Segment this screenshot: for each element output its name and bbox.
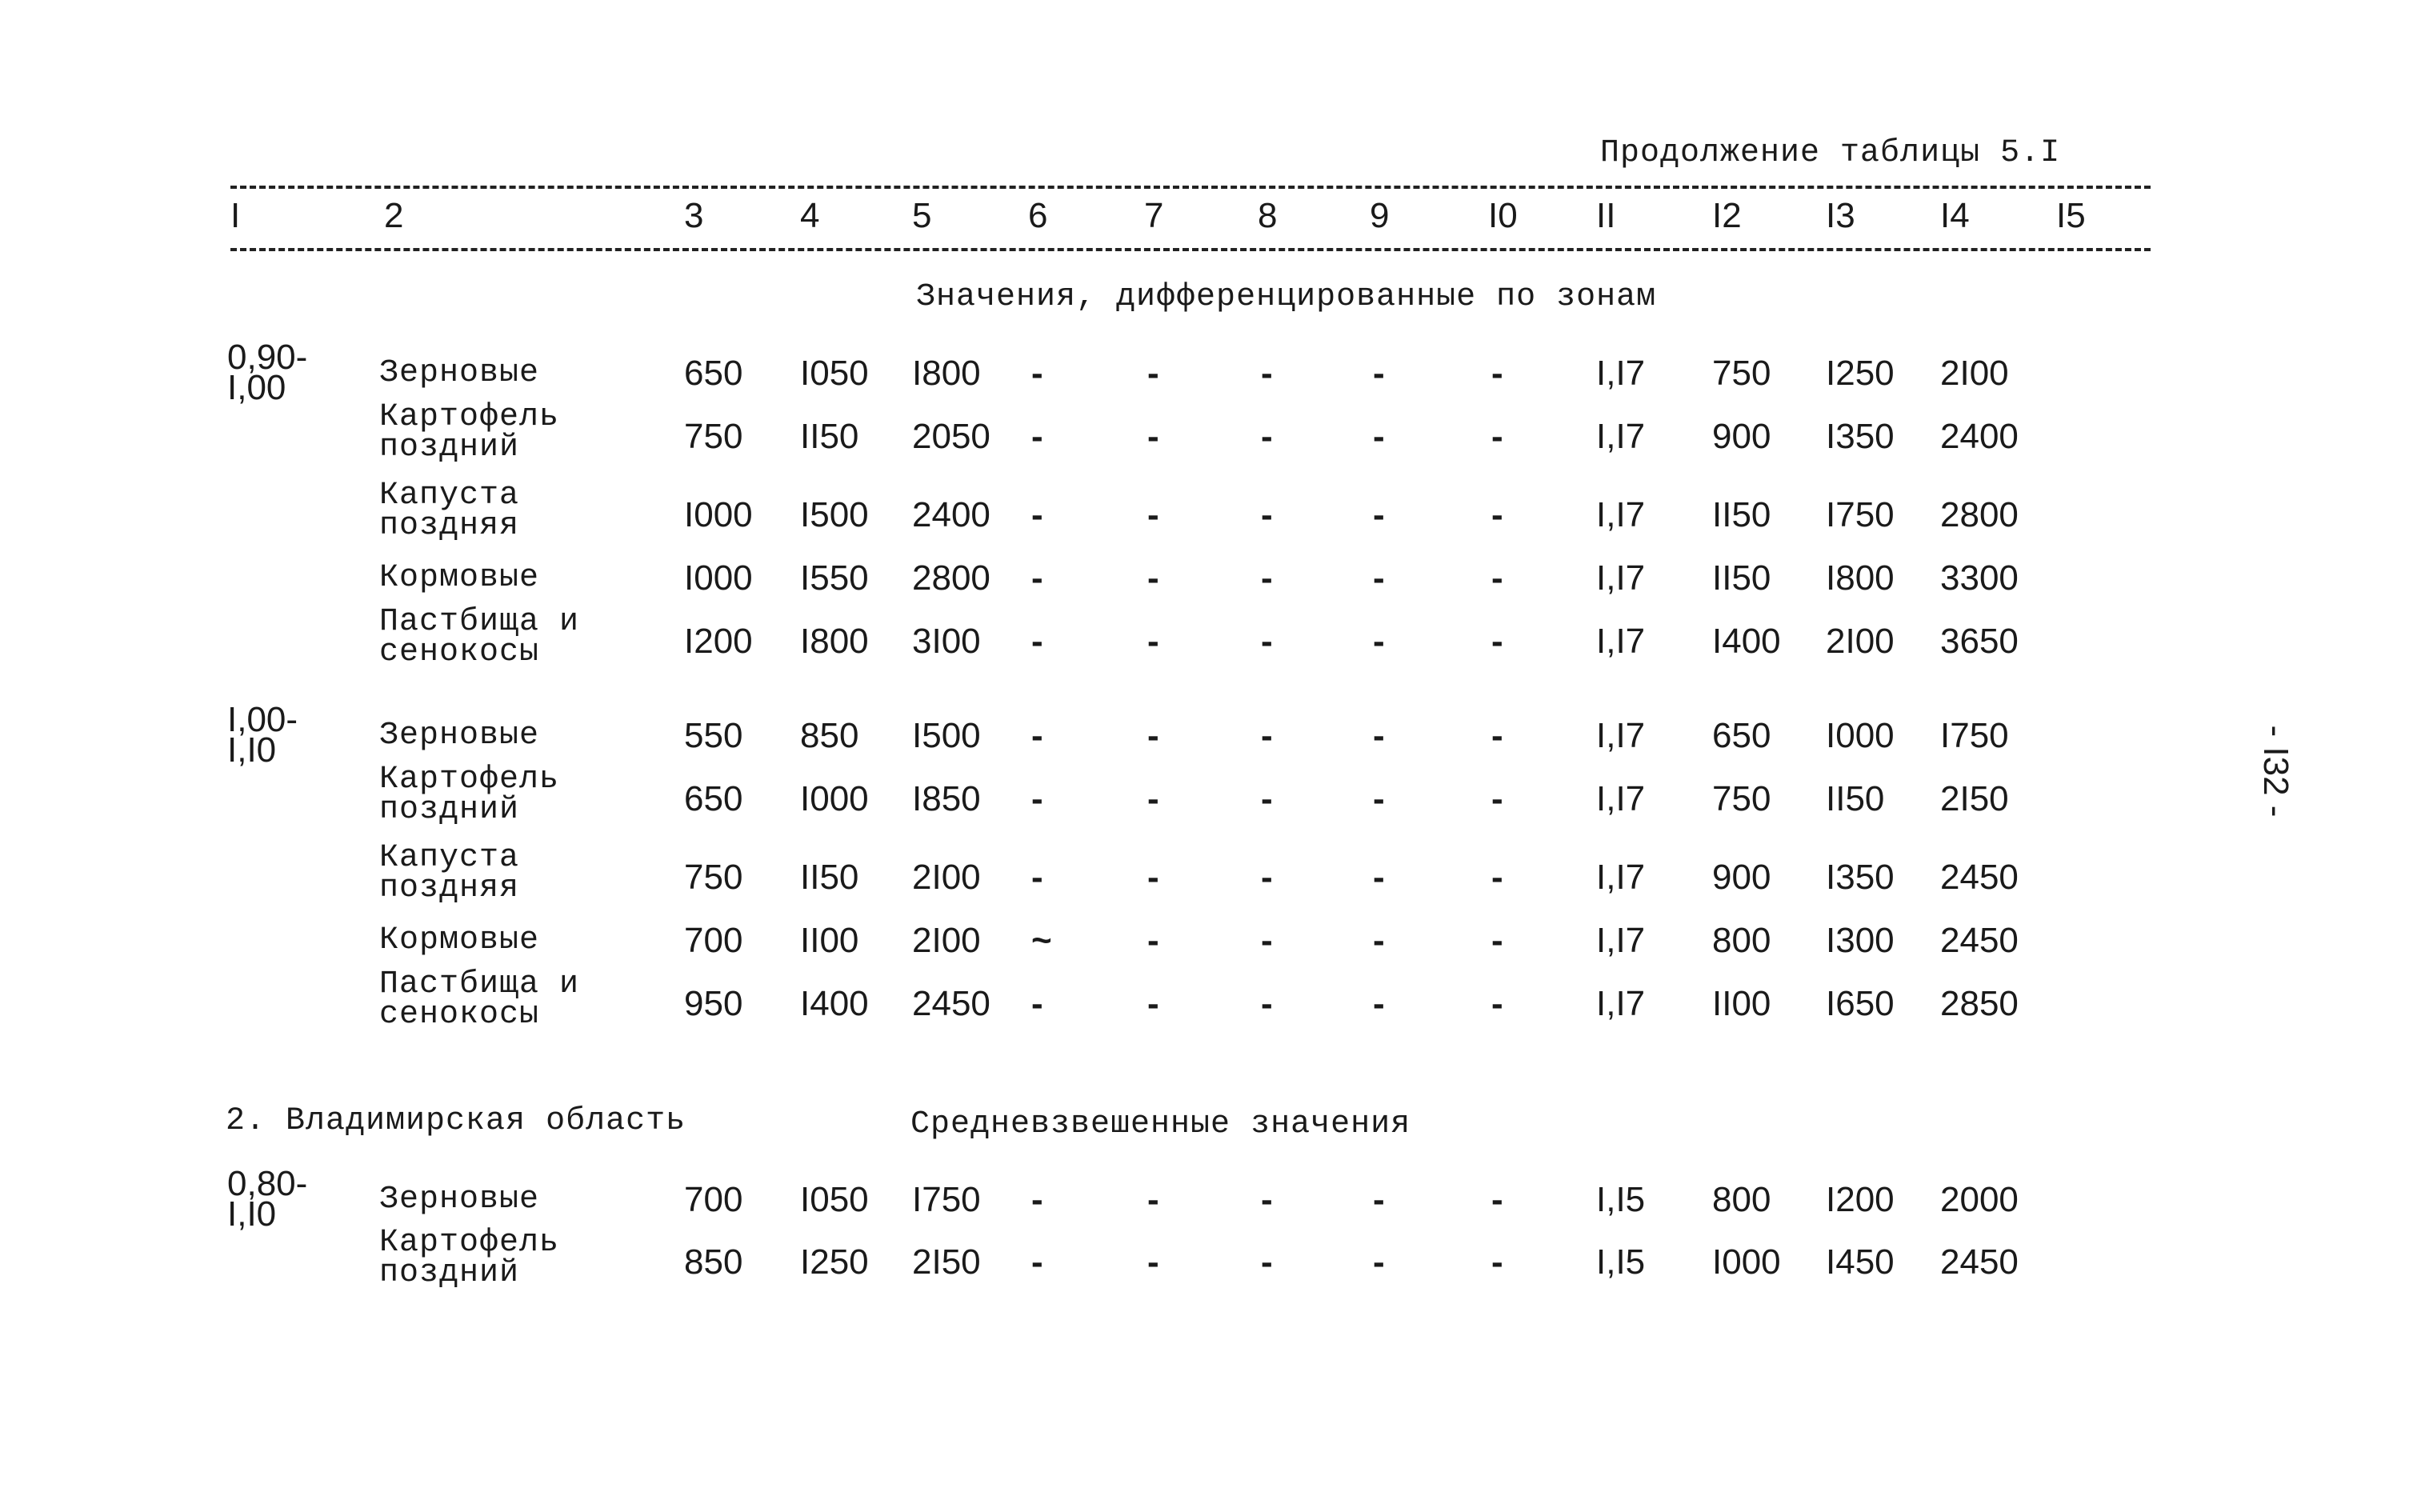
page-number: - I32 - <box>2256 725 2295 818</box>
cell-c10: - <box>1491 1180 1503 1219</box>
cell-c8: - <box>1261 921 1273 960</box>
cell-c8: - <box>1261 716 1273 755</box>
cell-c8: - <box>1261 417 1273 456</box>
cell-c10: - <box>1491 984 1503 1023</box>
cell-c7: - <box>1147 495 1159 534</box>
section2-subheading: Средневзвешенные значения <box>910 1106 1411 1142</box>
crop-name: Кормовые <box>379 560 540 596</box>
cell-c7: - <box>1147 984 1159 1023</box>
cell-c12: 650 <box>1712 716 1771 755</box>
cell-c4: I000 <box>800 779 869 818</box>
cell-c3: I000 <box>684 495 753 534</box>
cell-c7: - <box>1147 354 1159 393</box>
column-header-7: 7 <box>1144 196 1164 235</box>
range-end: I,I0 <box>227 1194 277 1234</box>
crop-name: Зерновые <box>379 718 540 754</box>
cell-c12: 900 <box>1712 417 1771 456</box>
cell-c6: - <box>1031 984 1043 1023</box>
column-header-8: 8 <box>1258 196 1278 235</box>
cell-c3: 850 <box>684 1242 743 1282</box>
header-rule-top <box>230 186 2151 189</box>
cell-c8: - <box>1261 984 1273 1023</box>
crop-name: поздний <box>379 1255 520 1291</box>
crop-name: сенокосы <box>379 997 540 1033</box>
cell-c7: - <box>1147 921 1159 960</box>
column-header-1: I <box>230 196 241 235</box>
cell-c12: 750 <box>1712 354 1771 393</box>
crop-name: Капуста <box>379 840 520 876</box>
cell-c8: - <box>1261 495 1273 534</box>
cell-c14: 2850 <box>1940 984 2019 1023</box>
cell-c5: 2400 <box>912 495 990 534</box>
cell-c14: 2400 <box>1940 417 2019 456</box>
cell-c12: I000 <box>1712 1242 1781 1282</box>
range-start: 0,90- <box>227 338 308 377</box>
cell-c10: - <box>1491 1242 1503 1282</box>
crop-name: Зерновые <box>379 355 540 391</box>
cell-c13: I200 <box>1826 1180 1895 1219</box>
crop-name: поздняя <box>379 870 520 906</box>
cell-c9: - <box>1373 716 1385 755</box>
cell-c4: I400 <box>800 984 869 1023</box>
cell-c4: 850 <box>800 716 859 755</box>
cell-c6: - <box>1031 1242 1043 1282</box>
cell-c4: I800 <box>800 622 869 661</box>
cell-c11: I,I7 <box>1596 354 1646 393</box>
cell-c6: - <box>1031 622 1043 661</box>
cell-c8: - <box>1261 858 1273 897</box>
crop-name: Пастбища и <box>379 966 580 1002</box>
cell-c5: 2I50 <box>912 1242 981 1282</box>
cell-c4: II50 <box>800 417 859 456</box>
cell-c5: 2050 <box>912 417 990 456</box>
cell-c11: I,I5 <box>1596 1180 1646 1219</box>
cell-c4: II00 <box>800 921 859 960</box>
cell-c4: I050 <box>800 354 869 393</box>
column-header-6: 6 <box>1028 196 1048 235</box>
cell-c7: - <box>1147 1180 1159 1219</box>
cell-c9: - <box>1373 1180 1385 1219</box>
cell-c7: - <box>1147 858 1159 897</box>
cell-c3: 700 <box>684 921 743 960</box>
cell-c14: 2I50 <box>1940 779 2009 818</box>
continuation-title: Продолжение таблицы 5.I <box>1600 135 2061 171</box>
cell-c5: I500 <box>912 716 981 755</box>
cell-c10: - <box>1491 495 1503 534</box>
cell-c12: 750 <box>1712 779 1771 818</box>
cell-c8: - <box>1261 1180 1273 1219</box>
cell-c12: 800 <box>1712 1180 1771 1219</box>
cell-c6: - <box>1031 354 1043 393</box>
column-header-12: I2 <box>1712 196 1742 235</box>
cell-c13: I750 <box>1826 495 1895 534</box>
crop-name: Зерновые <box>379 1182 540 1218</box>
section1-subheading: Значения, дифференцированные по зонам <box>916 279 1657 315</box>
cell-c14: 2450 <box>1940 921 2019 960</box>
column-header-4: 4 <box>800 196 820 235</box>
cell-c14: 2000 <box>1940 1180 2019 1219</box>
cell-c6: - <box>1031 558 1043 598</box>
cell-c13: I000 <box>1826 716 1895 755</box>
cell-c5: I800 <box>912 354 981 393</box>
cell-c10: - <box>1491 417 1503 456</box>
column-header-13: I3 <box>1826 196 1855 235</box>
cell-c9: - <box>1373 622 1385 661</box>
crop-name: Капуста <box>379 478 520 514</box>
cell-c11: I,I5 <box>1596 1242 1646 1282</box>
cell-c10: - <box>1491 354 1503 393</box>
cell-c5: I850 <box>912 779 981 818</box>
cell-c10: - <box>1491 558 1503 598</box>
cell-c9: - <box>1373 417 1385 456</box>
cell-c14: 3300 <box>1940 558 2019 598</box>
crop-name: сенокосы <box>379 634 540 670</box>
cell-c4: I250 <box>800 1242 869 1282</box>
cell-c4: I550 <box>800 558 869 598</box>
cell-c5: 3I00 <box>912 622 981 661</box>
cell-c6: - <box>1031 779 1043 818</box>
column-header-5: 5 <box>912 196 932 235</box>
cell-c11: I,I7 <box>1596 716 1646 755</box>
cell-c6: - <box>1031 716 1043 755</box>
cell-c12: I400 <box>1712 622 1781 661</box>
column-header-14: I4 <box>1940 196 1970 235</box>
cell-c5: I750 <box>912 1180 981 1219</box>
range-start: 0,80- <box>227 1164 308 1203</box>
cell-c13: I350 <box>1826 858 1895 897</box>
cell-c10: - <box>1491 779 1503 818</box>
cell-c9: - <box>1373 779 1385 818</box>
cell-c6: - <box>1031 1180 1043 1219</box>
cell-c11: I,I7 <box>1596 984 1646 1023</box>
cell-c9: - <box>1373 558 1385 598</box>
cell-c7: - <box>1147 622 1159 661</box>
crop-name: Картофель <box>379 1225 560 1261</box>
range-start: I,00- <box>227 700 298 739</box>
cell-c8: - <box>1261 354 1273 393</box>
cell-c9: - <box>1373 984 1385 1023</box>
cell-c3: 950 <box>684 984 743 1023</box>
cell-c13: I450 <box>1826 1242 1895 1282</box>
cell-c14: 2800 <box>1940 495 2019 534</box>
cell-c14: 2450 <box>1940 858 2019 897</box>
cell-c7: - <box>1147 716 1159 755</box>
cell-c10: - <box>1491 622 1503 661</box>
cell-c4: I050 <box>800 1180 869 1219</box>
cell-c13: I300 <box>1826 921 1895 960</box>
range-end: I,I0 <box>227 730 277 770</box>
header-rule-bottom <box>230 248 2151 251</box>
cell-c11: I,I7 <box>1596 622 1646 661</box>
column-header-3: 3 <box>684 196 704 235</box>
cell-c12: 800 <box>1712 921 1771 960</box>
cell-c13: I350 <box>1826 417 1895 456</box>
cell-c3: 750 <box>684 858 743 897</box>
column-header-11: II <box>1596 196 1616 235</box>
cell-c13: I250 <box>1826 354 1895 393</box>
cell-c6: - <box>1031 417 1043 456</box>
cell-c11: I,I7 <box>1596 495 1646 534</box>
cell-c7: - <box>1147 417 1159 456</box>
cell-c9: - <box>1373 921 1385 960</box>
cell-c14: 2I00 <box>1940 354 2009 393</box>
cell-c12: II50 <box>1712 495 1771 534</box>
cell-c8: - <box>1261 779 1273 818</box>
cell-c3: I000 <box>684 558 753 598</box>
cell-c3: 700 <box>684 1180 743 1219</box>
cell-c14: 2450 <box>1940 1242 2019 1282</box>
cell-c5: 2450 <box>912 984 990 1023</box>
range-end: I,00 <box>227 368 286 407</box>
crop-name: поздний <box>379 792 520 828</box>
cell-c8: - <box>1261 1242 1273 1282</box>
cell-c13: 2I00 <box>1826 622 1895 661</box>
cell-c3: I200 <box>684 622 753 661</box>
crop-name: Картофель <box>379 399 560 435</box>
cell-c5: 2800 <box>912 558 990 598</box>
cell-c3: 750 <box>684 417 743 456</box>
cell-c3: 650 <box>684 779 743 818</box>
cell-c11: I,I7 <box>1596 858 1646 897</box>
crop-name: Кормовые <box>379 922 540 958</box>
cell-c6: - <box>1031 495 1043 534</box>
cell-c9: - <box>1373 858 1385 897</box>
cell-c4: I500 <box>800 495 869 534</box>
cell-c11: I,I7 <box>1596 921 1646 960</box>
cell-c11: I,I7 <box>1596 779 1646 818</box>
column-header-15: I5 <box>2056 196 2086 235</box>
cell-c10: - <box>1491 858 1503 897</box>
cell-c6: ~ <box>1031 921 1052 960</box>
crop-name: поздняя <box>379 508 520 544</box>
cell-c4: II50 <box>800 858 859 897</box>
cell-c8: - <box>1261 622 1273 661</box>
cell-c3: 650 <box>684 354 743 393</box>
cell-c7: - <box>1147 558 1159 598</box>
cell-c3: 550 <box>684 716 743 755</box>
cell-c10: - <box>1491 716 1503 755</box>
cell-c5: 2I00 <box>912 921 981 960</box>
cell-c6: - <box>1031 858 1043 897</box>
cell-c5: 2I00 <box>912 858 981 897</box>
cell-c11: I,I7 <box>1596 417 1646 456</box>
cell-c13: I650 <box>1826 984 1895 1023</box>
cell-c7: - <box>1147 779 1159 818</box>
column-header-10: I0 <box>1488 196 1518 235</box>
crop-name: поздний <box>379 430 520 466</box>
cell-c11: I,I7 <box>1596 558 1646 598</box>
cell-c13: I800 <box>1826 558 1895 598</box>
cell-c14: I750 <box>1940 716 2009 755</box>
cell-c12: 900 <box>1712 858 1771 897</box>
cell-c9: - <box>1373 1242 1385 1282</box>
cell-c9: - <box>1373 495 1385 534</box>
cell-c10: - <box>1491 921 1503 960</box>
column-header-2: 2 <box>384 196 404 235</box>
cell-c13: II50 <box>1826 779 1885 818</box>
cell-c8: - <box>1261 558 1273 598</box>
crop-name: Картофель <box>379 762 560 798</box>
cell-c9: - <box>1373 354 1385 393</box>
crop-name: Пастбища и <box>379 604 580 640</box>
section2-region-label: 2. Владимирская область <box>226 1103 686 1139</box>
cell-c14: 3650 <box>1940 622 2019 661</box>
cell-c12: II50 <box>1712 558 1771 598</box>
cell-c12: II00 <box>1712 984 1771 1023</box>
column-header-9: 9 <box>1370 196 1390 235</box>
cell-c7: - <box>1147 1242 1159 1282</box>
